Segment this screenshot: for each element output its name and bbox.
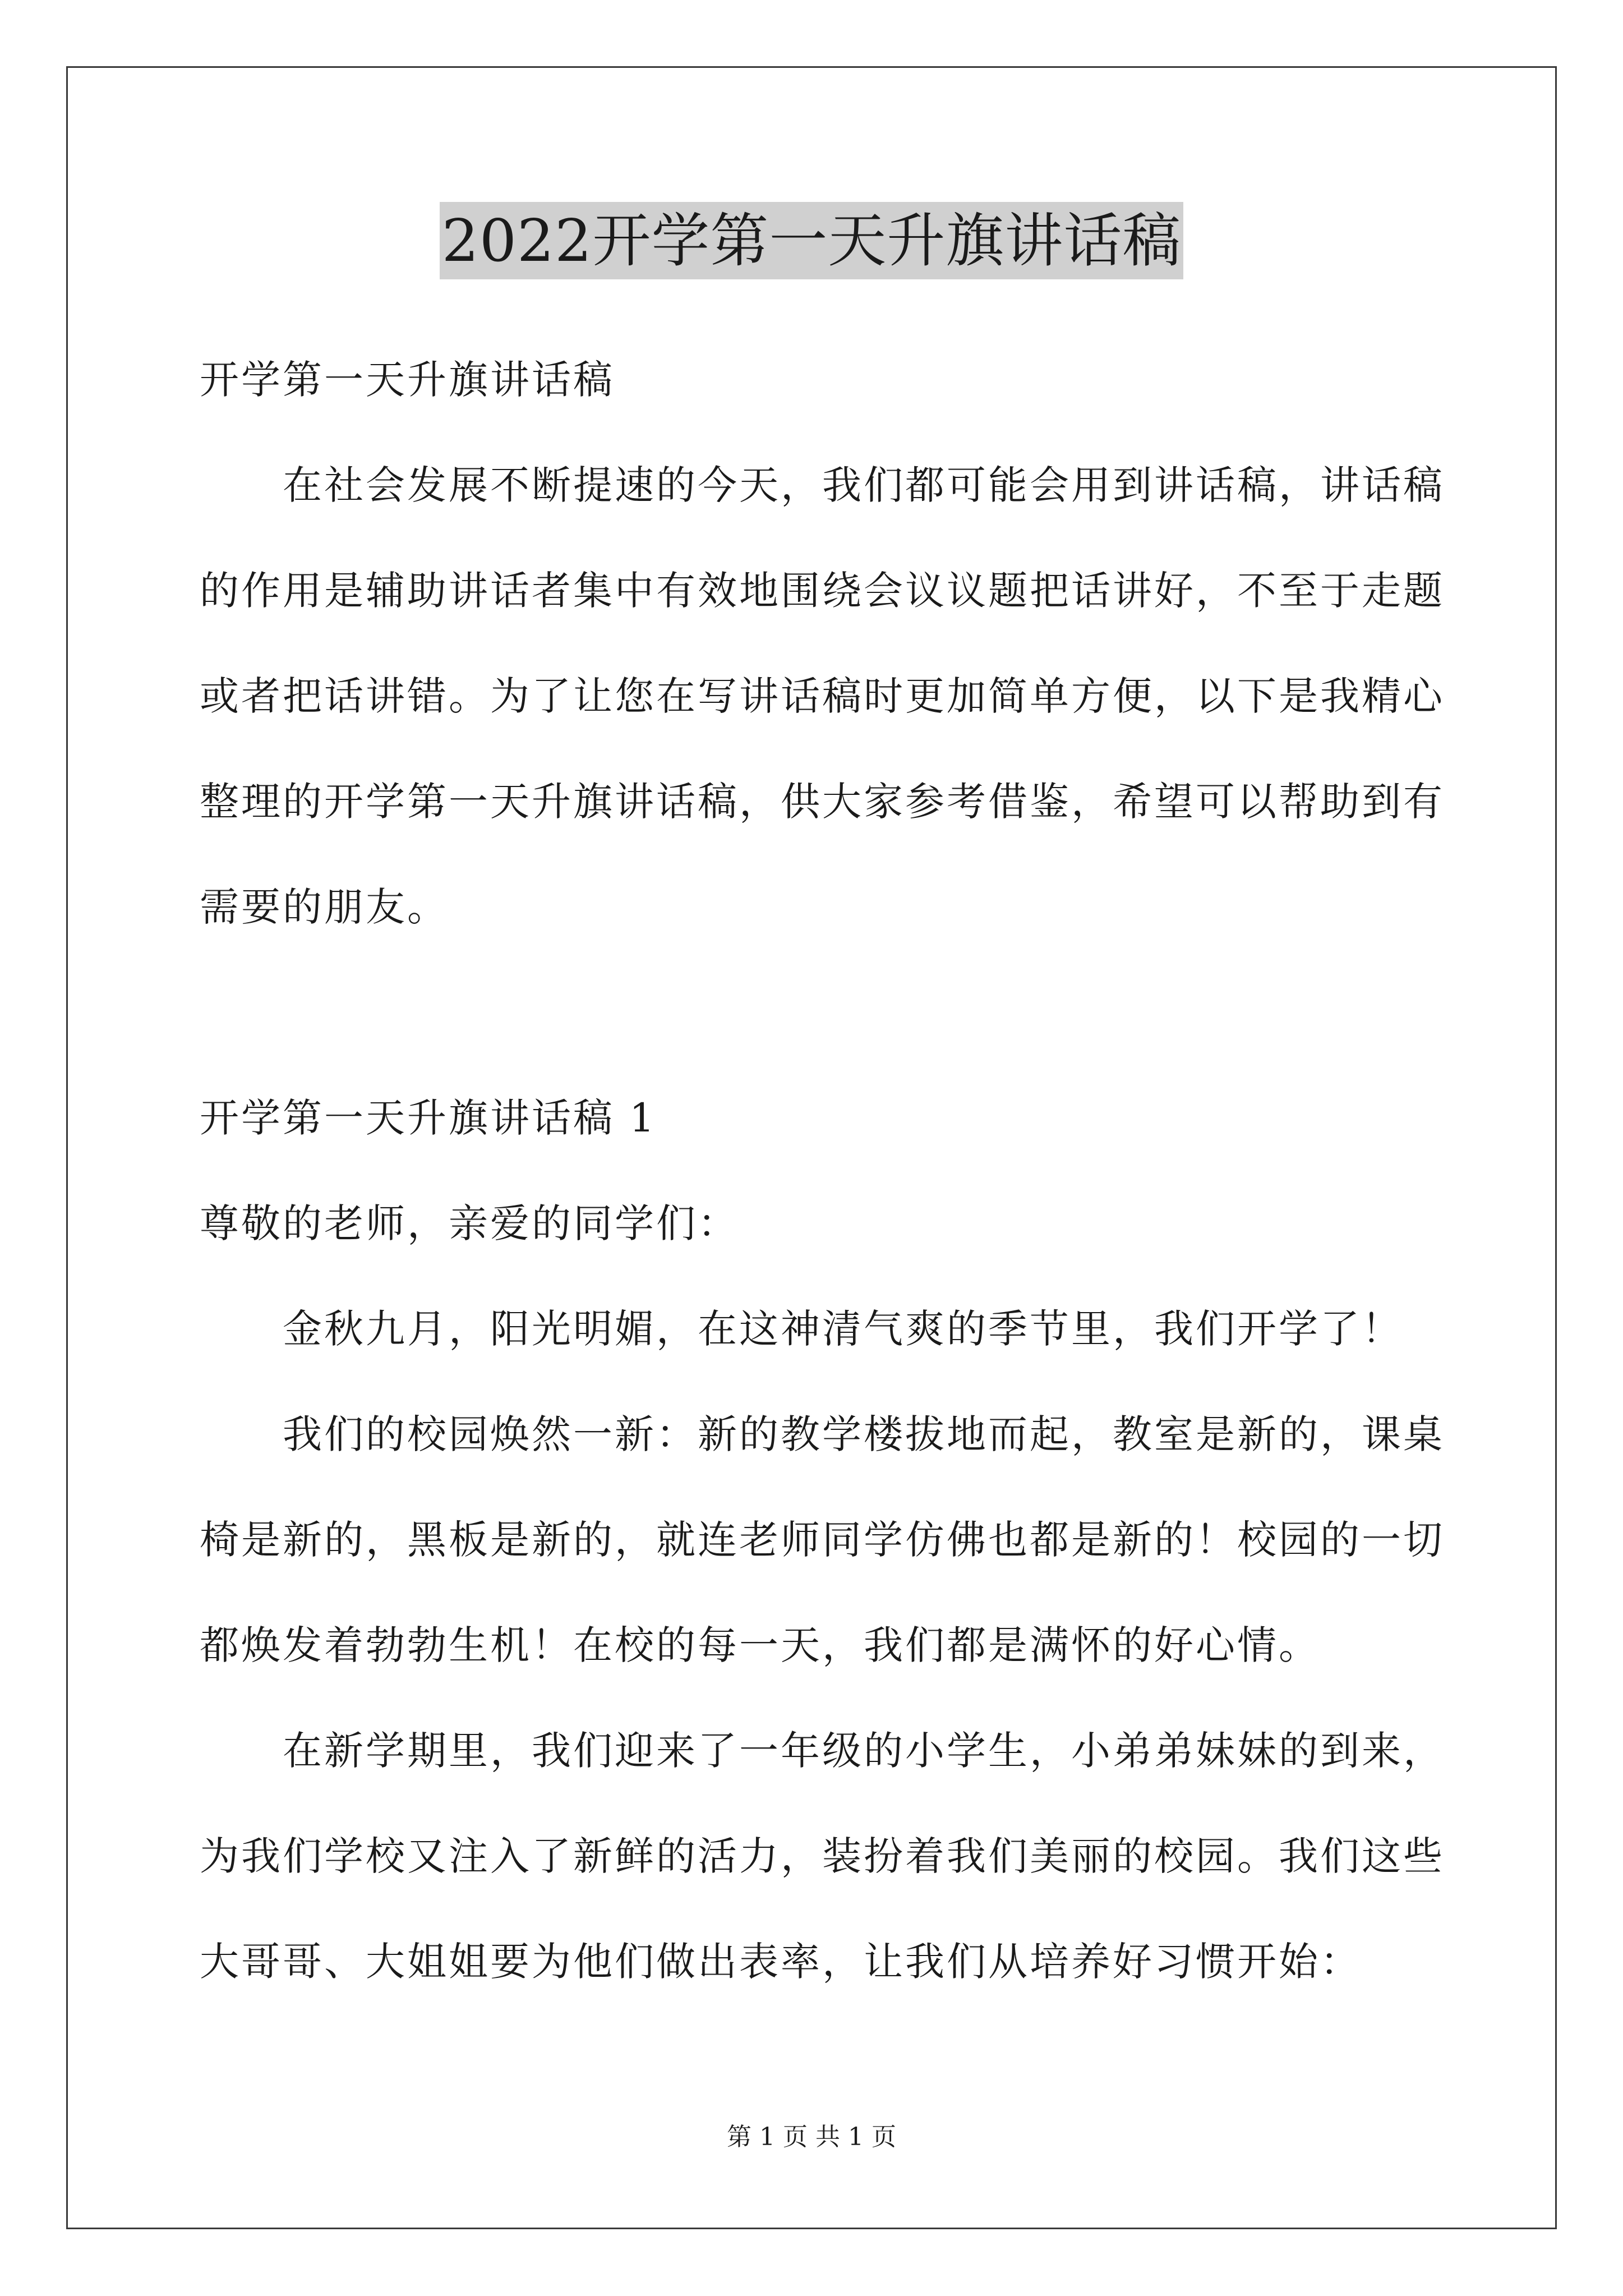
paragraph-line: 椅是新的，黑板是新的，就连老师同学仿佛也都是新的！校园的一切 (200, 1517, 1445, 1563)
paragraph-line: 金秋九月，阳光明媚，在这神清气爽的季节里，我们开学了！ (283, 1306, 1403, 1352)
paragraph-line: 为我们学校又注入了新鲜的活力，装扮着我们美丽的校园。我们这些 (200, 1833, 1445, 1879)
document-title: 2022开学第一天升旗讲话稿 (440, 202, 1184, 279)
paragraph-line: 在社会发展不断提速的今天，我们都可能会用到讲话稿，讲话稿 (283, 462, 1445, 508)
paragraph-line: 的作用是辅助讲话者集中有效地围绕会议议题把话讲好，不至于走题 (200, 568, 1445, 614)
paragraph-line: 大哥哥、大姐姐要为他们做出表率，让我们从培养好习惯开始： (200, 1939, 1362, 1985)
paragraph-line: 在新学期里，我们迎来了一年级的小学生，小弟弟妹妹的到来， (283, 1728, 1445, 1774)
paragraph-line: 整理的开学第一天升旗讲话稿，供大家参考借鉴，希望可以帮助到有 (200, 779, 1445, 825)
title-container (0, 202, 1623, 279)
paragraph-line: 需要的朋友。 (200, 884, 449, 930)
paragraph-line: 或者把话讲错。为了让您在写讲话稿时更加简单方便，以下是我精心 (200, 673, 1445, 719)
page-footer: 第 1 页 共 1 页 (727, 2123, 896, 2151)
section-heading: 开学第一天升旗讲话稿 1 (200, 1095, 657, 1141)
paragraph-line: 我们的校园焕然一新：新的教学楼拔地而起，教室是新的，课桌 (283, 1411, 1445, 1457)
salutation-line: 尊敬的老师，亲爱的同学们： (200, 1200, 739, 1246)
subtitle-line: 开学第一天升旗讲话稿 (200, 357, 615, 403)
paragraph-line: 都焕发着勃勃生机！在校的每一天，我们都是满怀的好心情。 (200, 1622, 1320, 1668)
